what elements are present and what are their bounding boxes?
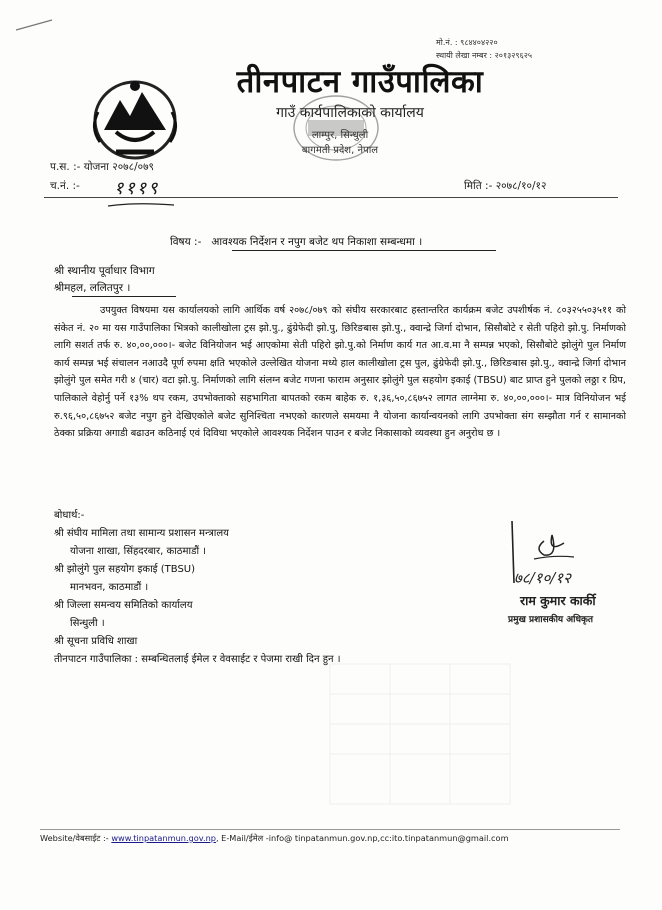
subject-label: विषय :-: [170, 236, 202, 248]
subject-text: आवश्यक निर्देशन र नपुग बजेट थप निकाशा सम्बन्धमा ।: [211, 236, 423, 248]
pen-mark: [14, 18, 54, 32]
letter-date: [464, 179, 546, 193]
cc-line-4: मानभवन, काठमाडौं ।: [70, 582, 149, 593]
date-label: मिति :-: [464, 180, 493, 192]
handwritten-underline: [106, 200, 176, 210]
website-link[interactable]: www.tinpatanmun.gov.np: [111, 833, 216, 843]
chalani-label: च.नं. :-: [50, 180, 80, 192]
footer: [40, 833, 509, 844]
office-subtitle: गाउँ कार्यपालिकाको कार्यालय: [276, 105, 424, 121]
phone-number: मो.नं. : ९८४४०४२२०: [436, 38, 498, 47]
contact-info: [436, 36, 646, 62]
cc-line-8: तीनपाटन गाउँपालिका : सम्बन्धितलाई ईमेल र वेवसाईट र पेजमा राखी दिन हुन ।: [54, 654, 341, 665]
date-value: २०७८/१०/१२: [495, 180, 547, 192]
recipient-underline: [72, 296, 176, 297]
signature-date: ७८/१०/१२: [514, 569, 571, 587]
chalani-number: १११९: [114, 178, 160, 199]
show-through-table: [320, 654, 520, 814]
office-address-1: लाम्पुर, सिन्धुली: [311, 130, 369, 141]
header-divider: [44, 197, 618, 198]
cc-line-7: श्री सूचना प्रविधि शाखा: [54, 636, 138, 647]
permanent-account-number: स्थायी लेखा नम्बर : २०१३२९६२५: [436, 51, 533, 60]
signatory-title: प्रमुख प्रशासकीय अधिकृत: [508, 615, 594, 625]
recipient-department: श्री स्थानीय पूर्वाधार विभाग: [54, 265, 155, 277]
letter-body: उपयुक्त विषयमा यस कार्यालयको लागि आर्थिक वर्ष २०७८/०७९ को संघीय सरकारबाट हस्तान्तरित कार्यक्रम बजेट उपशीर्षक नं. ८०३२५५०३५११ को संकेत नं. २० मा यस गाउँपालिका भित्रको कालीखोला ट्रस झो.पु., ढुंग्रेफेदी झो.पु, छिरिङबास झो.पु., क्वान्द्रे जिर्गा दोभान, सिसौबोटे र सेती पहिरो झो.पु. निर्माणको लागि सशर्त तर्फ रु. ४०,००,०००।- बजेट विनियोजन भई आएकोमा सेती पहिरो झो.पु.को निर्माण कार्य गत आ.व.मा नै सम्पन्न भएको, सिसौबोटे झोलुंगे पुल निर्माण कार्य सम्पन्न भई संचालन नआउदै पूर्ण रुपमा क्षति भएकोले उल्लेखित योजना मध्ये हाल कालीखोला ट्रस पुल, ढुंग्रेफेदी झो.पु., छिरिङबास झो.पु., क्वान्द्रे जिर्गा दोभान झोलुंगे पुल समेत गरी ४ (चार) वटा झो.पु. निर्माणको लागि संलग्न बजेट गणना फाराम अनुसार झोलुंगे पुल सहयोग इकाई (TBSU) बाट प्राप्त हुने पुलको लठ्ठा र ग्रिप, पालिकाले वेहोर्नु पर्ने १३% थप रकम, उपभोक्ताको सहभागिता बापतको रकम बाहेक रु. १,३६,५०,८६७५२ लागत लाग्नेमा रु. ४०,००,०००।- मात्र विनियोजन भई रु.९६,५०,८६७५२ बजेट नपुग हुने देखिएकोले बजेट सुनिश्चिता नभएको कारणले समयमा नै योजना कार्यान्वयनको लागि उपभोक्ता संग सम्झौता गर्न र सामानको ठेक्का प्रक्रिया अगाडी बढाउन कठिनाई एवं दिविधा भएकोले आवश्यक निर्देशन पाउन र बजेट निकासाको व्यवस्था हुन अनुरोध छ ।: [54, 305, 626, 440]
email-label: , E-Mail/ईमेल: [215, 833, 264, 843]
nepal-emblem-icon: [86, 72, 184, 164]
cc-line-6: सिन्धुली ।: [70, 618, 105, 629]
office-name: तीनपाटन गाउँपालिका: [236, 64, 484, 100]
subject-line: [170, 235, 422, 249]
footer-divider: [40, 829, 620, 830]
cc-label: बोधार्थ:-: [54, 510, 85, 521]
email-addresses[interactable]: -info@ tinpatanmun.gov.np,cc:ito.tinpatanmun@gmail.com: [265, 833, 509, 843]
cc-line-5: श्री जिल्ला समन्वय समितिको कार्यालय: [54, 600, 193, 611]
signatory-name: राम कुमार कार्की: [520, 593, 596, 608]
ps-label: प.स. :-: [50, 161, 81, 173]
office-address-2: बागमती प्रदेश, नेपाल: [301, 145, 379, 156]
ps-value: योजना २०७८/०७९: [83, 161, 154, 173]
cc-line-3: श्री झोलुंगे पुल सहयोग इकाई (TBSU): [54, 564, 196, 575]
website-label: Website/वेबसाईट :-: [40, 833, 109, 843]
cc-line-2: योजना शाखा, सिंहदरबार, काठमाडौं ।: [70, 546, 207, 557]
cc-line-1: श्री संघीय मामिला तथा सामान्य प्रशासन मन्त्रालय: [54, 528, 229, 539]
subject-underline: [232, 250, 496, 251]
patra-sankhya: [50, 160, 154, 174]
recipient-address: श्रीमहल, ललितपुर ।: [54, 282, 131, 294]
